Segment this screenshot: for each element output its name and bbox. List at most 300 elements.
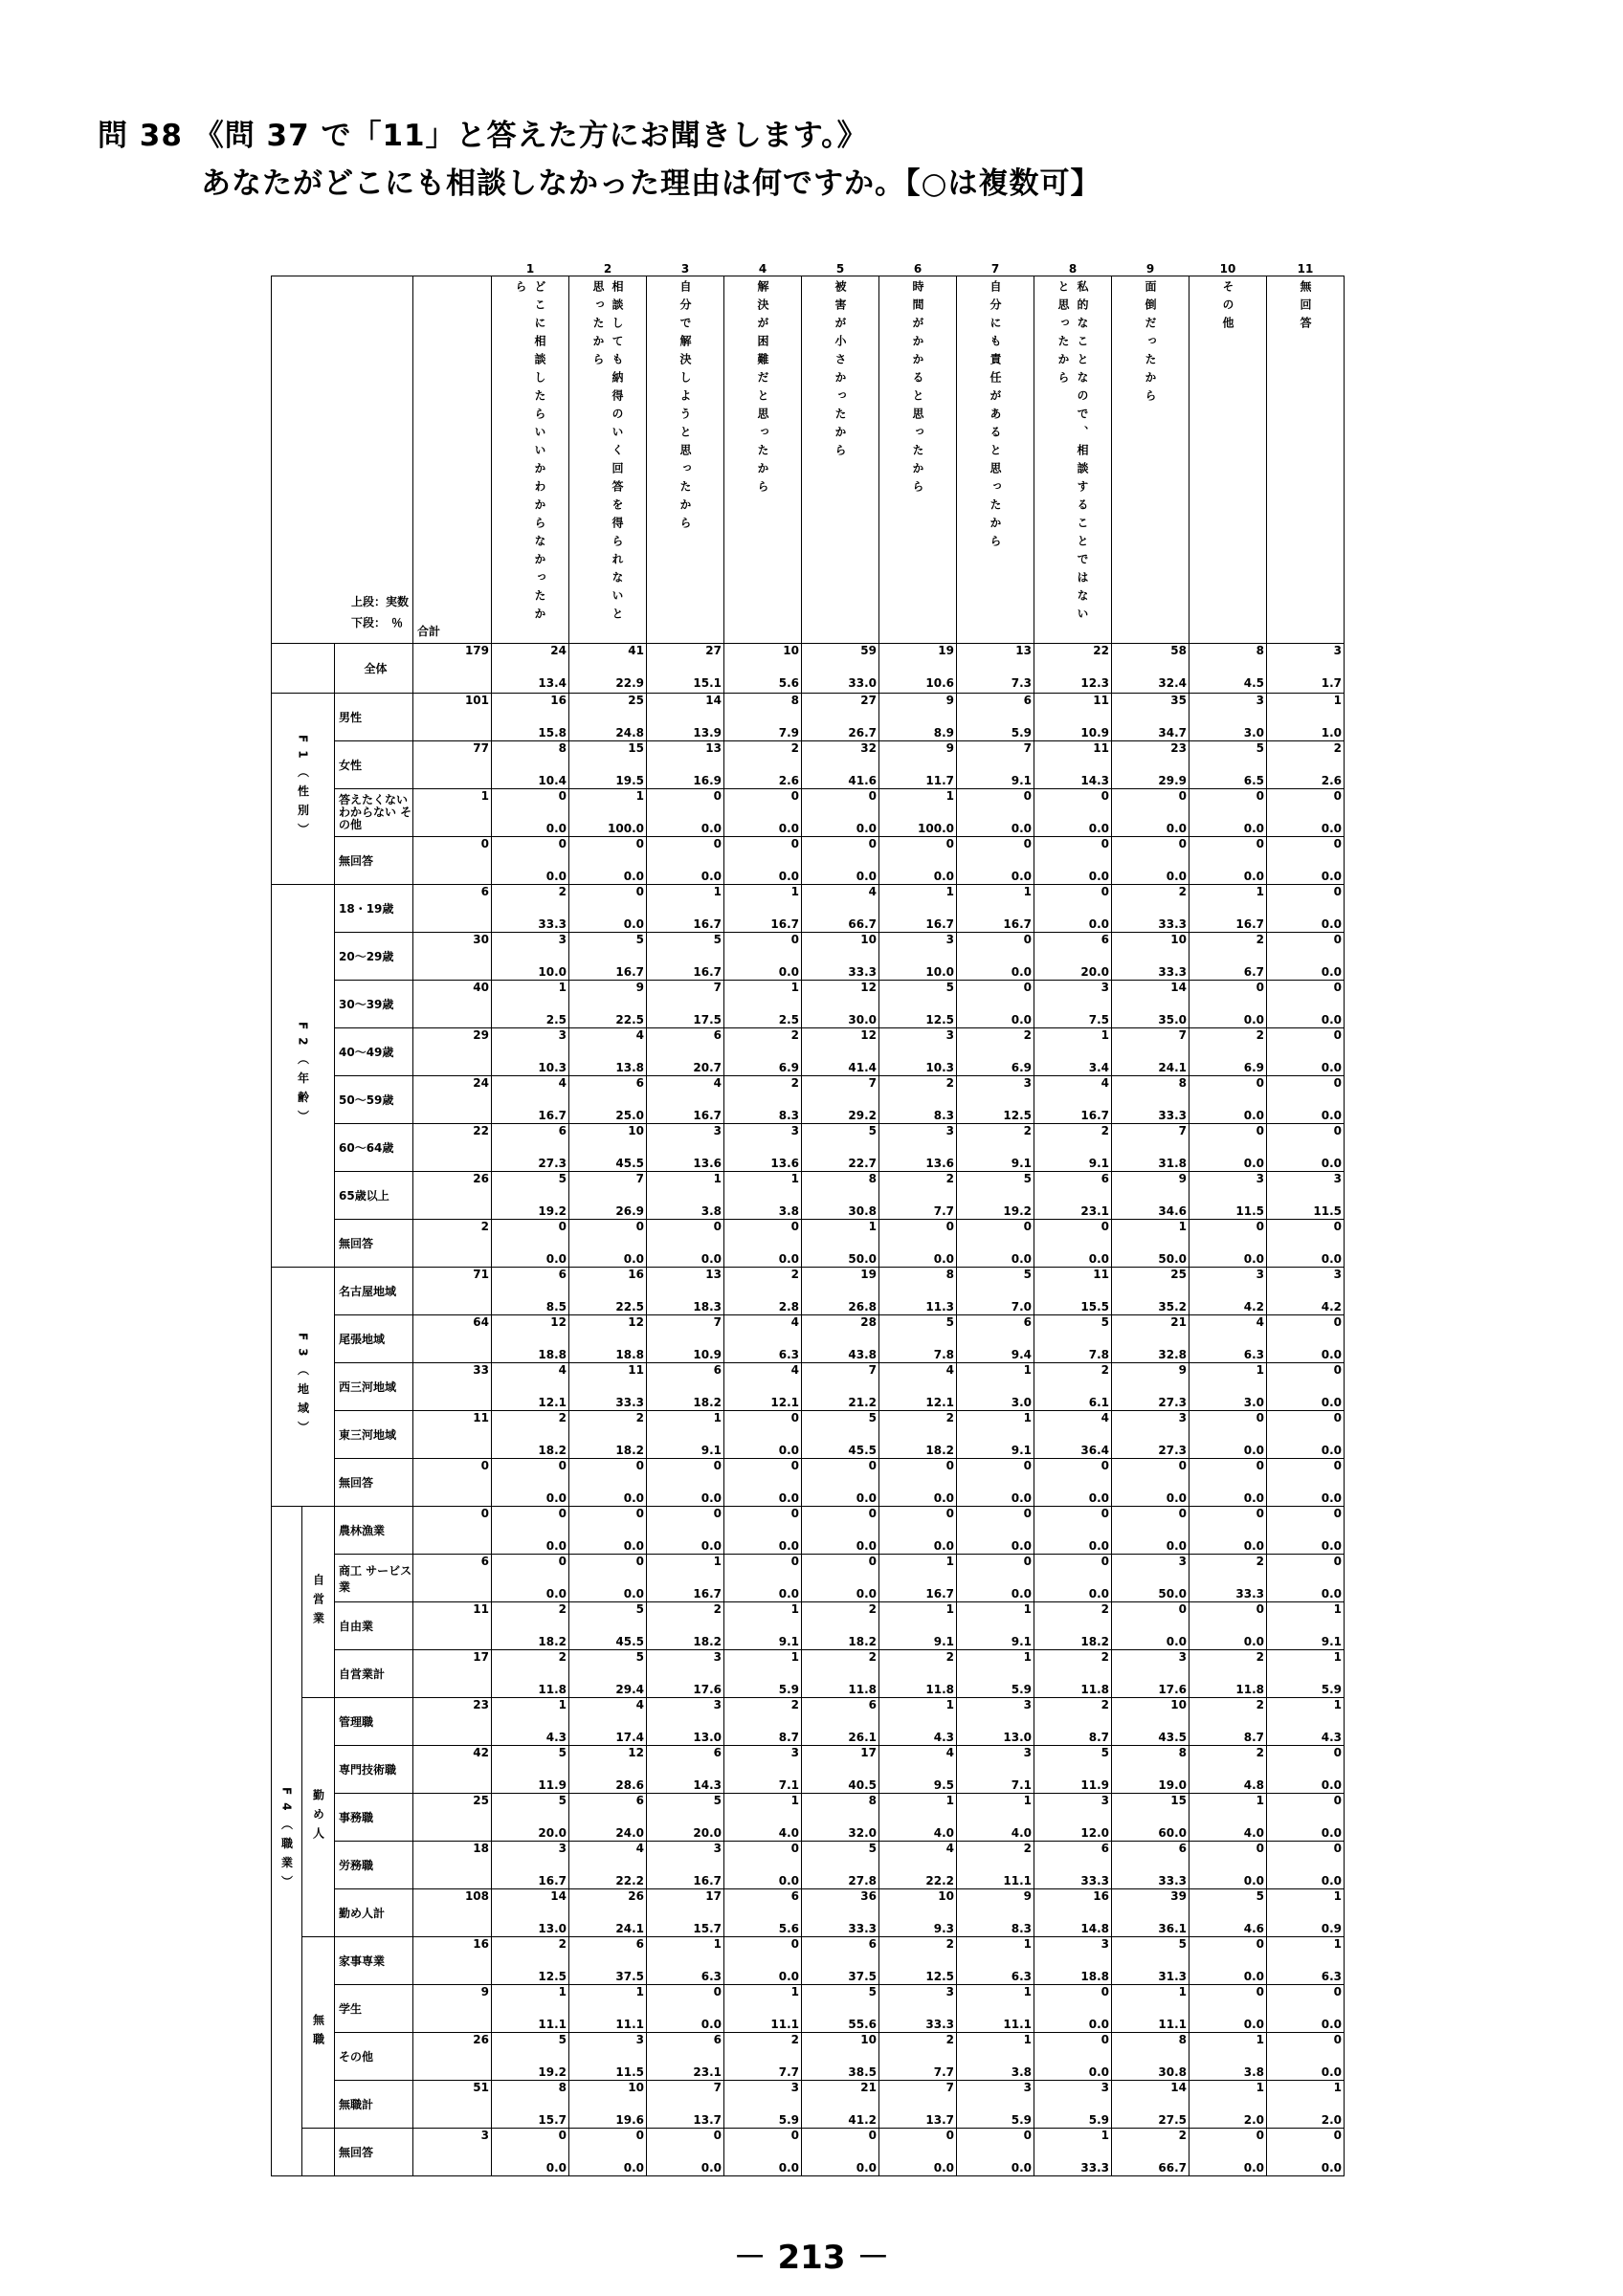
percent-value: 24.1 [615, 1922, 644, 1935]
percent-value: 12.3 [1080, 676, 1109, 690]
column-header-label: その他 [1221, 280, 1234, 335]
count-value: 0 [945, 1220, 954, 1233]
percent-value: 13.9 [693, 726, 722, 740]
count-value: 0 [790, 1220, 799, 1233]
count-value: 2 [1178, 885, 1187, 898]
percent-value: 9.1 [1011, 1635, 1032, 1648]
count-value: 1 [713, 885, 722, 898]
percent-value: 0.0 [856, 2161, 877, 2175]
percent-value: 0.0 [856, 870, 877, 883]
data-cell [492, 1698, 569, 1746]
percent-value: 4.3 [933, 1731, 954, 1744]
percent-value: 11.1 [538, 2018, 567, 2031]
legend-lower: 下段： ％ [350, 616, 403, 629]
data-cell [647, 1650, 724, 1698]
percent-value: 2.6 [778, 774, 799, 787]
count-value: 6 [1023, 694, 1032, 707]
percent-value: 10.9 [693, 1348, 722, 1361]
data-cell [569, 1076, 647, 1124]
percent-value: 12.5 [538, 1970, 567, 1983]
count-value: 28 [860, 1315, 877, 1329]
group-tsutome [302, 1698, 335, 1937]
column-header [1034, 276, 1112, 644]
count-value: 1 [790, 1985, 799, 1998]
percent-value: 7.7 [778, 2065, 799, 2079]
legend [351, 591, 409, 633]
data-cell [957, 694, 1034, 741]
table-row [272, 1507, 1345, 1555]
data-cell [1189, 1889, 1267, 1937]
data-cell [569, 1268, 647, 1315]
percent-value: 0.0 [545, 2161, 567, 2175]
percent-value: 0.0 [1321, 965, 1342, 979]
count-value: 5 [945, 981, 954, 994]
count-value: 0 [790, 1411, 799, 1424]
count-value: 7 [713, 1315, 722, 1329]
count-value: 6 [713, 1028, 722, 1042]
percent-value: 36.4 [1080, 1444, 1109, 1457]
percent-value: 34.6 [1158, 1204, 1187, 1218]
data-cell [1189, 1555, 1267, 1602]
data-cell [492, 1028, 569, 1076]
data-cell [802, 1602, 879, 1650]
percent-value: 22.5 [615, 1013, 644, 1027]
percent-value: 0.9 [1321, 1922, 1342, 1935]
table-row [272, 741, 1345, 789]
total-count: 33 [473, 1363, 489, 1377]
count-value: 3 [713, 1842, 722, 1855]
table-row [272, 644, 1345, 694]
count-value: 0 [713, 1985, 722, 1998]
data-cell [1112, 933, 1189, 981]
data-cell [1267, 1028, 1345, 1076]
data-cell [1034, 933, 1112, 981]
data-cell [1189, 1363, 1267, 1411]
data-cell [724, 741, 802, 789]
percent-value: 2.0 [1321, 2113, 1342, 2127]
total-count: 71 [473, 1268, 489, 1281]
count-value: 4 [945, 1842, 954, 1855]
percent-value: 0.0 [1011, 870, 1032, 883]
data-cell [647, 981, 724, 1028]
data-cell [492, 1842, 569, 1889]
percent-value: 8.9 [933, 726, 954, 740]
row-label: 名古屋地域 [335, 1268, 413, 1315]
percent-value: 11.9 [1080, 1778, 1109, 1792]
percent-value: 10.3 [538, 1061, 567, 1074]
data-cell [802, 1937, 879, 1985]
percent-value: 13.7 [925, 2113, 954, 2127]
percent-value: 0.0 [545, 822, 567, 835]
total-cell [413, 1124, 492, 1172]
count-value: 1 [1333, 1650, 1342, 1664]
percent-value: 12.0 [1080, 1826, 1109, 1840]
percent-value: 11.8 [1080, 1683, 1109, 1696]
column-number: 1 [525, 262, 535, 276]
percent-value: 0.0 [1321, 2018, 1342, 2031]
percent-value: 3.8 [1243, 2065, 1264, 2079]
percent-value: 26.9 [615, 1204, 644, 1218]
row-label: 65歳以上 [335, 1172, 413, 1220]
data-cell [647, 1937, 724, 1985]
data-cell [1189, 1315, 1267, 1363]
data-cell [802, 644, 879, 694]
count-value: 2 [558, 885, 567, 898]
percent-value: 18.2 [693, 1396, 722, 1409]
table-row [272, 885, 1345, 933]
data-cell [1034, 2081, 1112, 2129]
total-count: 11 [473, 1602, 489, 1616]
percent-value: 0.0 [778, 1970, 799, 1983]
count-value: 1 [1023, 2033, 1032, 2046]
percent-value: 27.5 [1158, 2113, 1187, 2127]
count-value: 7 [1178, 1028, 1187, 1042]
count-value: 11 [1093, 694, 1109, 707]
count-value: 3 [790, 2081, 799, 2094]
data-cell [1034, 1555, 1112, 1602]
data-cell [1189, 1459, 1267, 1507]
count-value: 0 [868, 837, 877, 850]
data-cell [647, 1459, 724, 1507]
data-cell [1267, 885, 1345, 933]
count-value: 8 [868, 1172, 877, 1185]
total-cell [413, 1889, 492, 1937]
data-cell [957, 1268, 1034, 1315]
percent-value: 50.0 [848, 1252, 877, 1266]
percent-value: 6.9 [1011, 1061, 1032, 1074]
table-row [272, 789, 1345, 837]
count-value: 2 [1256, 933, 1264, 946]
count-value: 17 [860, 1746, 877, 1759]
percent-value: 0.0 [1243, 1635, 1264, 1648]
total-count: 22 [473, 1124, 489, 1137]
table-row [272, 1602, 1345, 1650]
count-value: 10 [1170, 933, 1187, 946]
data-cell [1112, 644, 1189, 694]
percent-value: 25.0 [615, 1109, 644, 1122]
data-cell [647, 2033, 724, 2081]
total-cell [413, 1028, 492, 1076]
total-cell [413, 741, 492, 789]
data-cell [1112, 1985, 1189, 2033]
data-cell [569, 1459, 647, 1507]
total-count: 29 [473, 1028, 489, 1042]
percent-value: 0.0 [778, 965, 799, 979]
count-value: 0 [558, 837, 567, 850]
count-value: 0 [713, 2129, 722, 2142]
percent-value: 3.4 [1088, 1061, 1109, 1074]
data-cell [569, 2129, 647, 2176]
count-value: 14 [705, 694, 722, 707]
data-cell [1267, 2129, 1345, 2176]
percent-value: 13.8 [615, 1061, 644, 1074]
count-value: 6 [713, 2033, 722, 2046]
count-value: 58 [1170, 644, 1187, 657]
count-value: 21 [1170, 1315, 1187, 1329]
data-cell [1034, 1028, 1112, 1076]
table-row [272, 981, 1345, 1028]
percent-value: 50.0 [1158, 1252, 1187, 1266]
data-cell [957, 1172, 1034, 1220]
percent-value: 8.3 [778, 1109, 799, 1122]
row-label: 自由業 [335, 1602, 413, 1650]
percent-value: 4.0 [933, 1826, 954, 1840]
percent-value: 9.1 [700, 1444, 722, 1457]
total-cell [413, 1937, 492, 1985]
count-value: 2 [1256, 1028, 1264, 1042]
data-cell [1112, 1172, 1189, 1220]
count-value: 8 [1178, 1746, 1187, 1759]
data-cell [802, 741, 879, 789]
data-cell [1112, 1698, 1189, 1746]
count-value: 10 [860, 2033, 877, 2046]
data-cell [1267, 1842, 1345, 1889]
percent-value: 10.4 [538, 774, 567, 787]
count-value: 0 [1101, 1507, 1109, 1520]
count-value: 5 [868, 1842, 877, 1855]
data-cell [1034, 1172, 1112, 1220]
data-cell [569, 1985, 647, 2033]
row-label: 無回答 [335, 1459, 413, 1507]
percent-value: 0.0 [1011, 1491, 1032, 1505]
data-cell [492, 1602, 569, 1650]
data-cell [1189, 2129, 1267, 2176]
data-cell [492, 1411, 569, 1459]
column-header-label: 解決が困難だと思ったから [756, 280, 769, 498]
count-value: 8 [868, 1794, 877, 1807]
data-cell [1189, 1698, 1267, 1746]
count-value: 1 [1023, 1411, 1032, 1424]
count-value: 3 [790, 1746, 799, 1759]
data-cell [492, 981, 569, 1028]
total-cell [413, 2033, 492, 2081]
percent-value: 12.5 [925, 1970, 954, 1983]
percent-value: 0.0 [1088, 1491, 1109, 1505]
data-cell [802, 933, 879, 981]
percent-value: 34.7 [1158, 726, 1187, 740]
data-cell [957, 1602, 1034, 1650]
data-cell [879, 1698, 957, 1746]
data-cell [1112, 1507, 1189, 1555]
data-cell [1267, 1746, 1345, 1794]
count-value: 12 [860, 1028, 877, 1042]
data-cell [724, 1459, 802, 1507]
percent-value: 0.0 [1243, 870, 1264, 883]
data-cell [879, 2033, 957, 2081]
data-cell [879, 885, 957, 933]
data-cell [724, 1889, 802, 1937]
data-cell [724, 2081, 802, 2129]
data-cell [1267, 1602, 1345, 1650]
count-value: 10 [860, 933, 877, 946]
count-value: 5 [1256, 1889, 1264, 1903]
total-cell [413, 1076, 492, 1124]
total-count: 101 [464, 694, 489, 707]
data-cell [1189, 1076, 1267, 1124]
count-value: 4 [635, 1028, 644, 1042]
total-cell [413, 1507, 492, 1555]
total-count: 16 [473, 1937, 489, 1951]
count-value: 1 [1256, 1363, 1264, 1377]
percent-value: 33.3 [1158, 1109, 1187, 1122]
data-cell [1267, 1650, 1345, 1698]
data-cell [1034, 789, 1112, 837]
percent-value: 35.2 [1158, 1300, 1187, 1314]
percent-value: 4.2 [1321, 1300, 1342, 1314]
count-value: 1 [945, 1698, 954, 1711]
count-value: 0 [1178, 1602, 1187, 1616]
table-row [272, 1889, 1345, 1937]
data-cell [1112, 1268, 1189, 1315]
data-cell [1034, 2129, 1112, 2176]
count-value: 0 [1333, 1507, 1342, 1520]
data-cell [957, 1650, 1034, 1698]
count-value: 0 [1333, 933, 1342, 946]
count-value: 0 [1333, 981, 1342, 994]
count-value: 1 [1178, 1220, 1187, 1233]
data-cell [802, 1698, 879, 1746]
percent-value: 17.4 [615, 1731, 644, 1744]
data-cell [492, 741, 569, 789]
data-cell [724, 1028, 802, 1076]
data-cell [647, 1028, 724, 1076]
data-cell [1034, 1698, 1112, 1746]
legend-upper: 上段：実数 [350, 595, 409, 608]
data-cell [724, 789, 802, 837]
data-cell [802, 1363, 879, 1411]
count-value: 0 [1023, 933, 1032, 946]
count-value: 0 [1333, 1746, 1342, 1759]
data-cell [647, 1315, 724, 1363]
count-value: 0 [1256, 1507, 1264, 1520]
data-cell [802, 1842, 879, 1889]
data-cell [724, 885, 802, 933]
count-value: 1 [790, 1650, 799, 1664]
count-value: 1 [1101, 1028, 1109, 1042]
data-cell [1267, 1124, 1345, 1172]
percent-value: 16.7 [693, 1587, 722, 1601]
data-cell [1112, 2033, 1189, 2081]
count-value: 3 [790, 1124, 799, 1137]
percent-value: 23.1 [1080, 1204, 1109, 1218]
count-value: 0 [1333, 2033, 1342, 2046]
count-value: 0 [1256, 1076, 1264, 1090]
percent-value: 0.0 [700, 1539, 722, 1553]
total-cell [413, 2129, 492, 2176]
group-cell [302, 2129, 335, 2176]
count-value: 1 [1178, 1985, 1187, 1998]
percent-value: 33.0 [848, 676, 877, 690]
percent-value: 15.7 [693, 1922, 722, 1935]
count-value: 5 [558, 2033, 567, 2046]
count-value: 11 [1093, 1268, 1109, 1281]
data-cell [1112, 1363, 1189, 1411]
count-value: 0 [1256, 837, 1264, 850]
count-value: 1 [713, 1555, 722, 1568]
count-value: 25 [1170, 1268, 1187, 1281]
percent-value: 19.5 [615, 774, 644, 787]
percent-value: 2.5 [778, 1013, 799, 1027]
data-cell [957, 789, 1034, 837]
row-label: 無回答 [335, 2129, 413, 2176]
data-cell [724, 1363, 802, 1411]
data-cell [724, 1794, 802, 1842]
percent-value: 13.6 [925, 1157, 954, 1170]
data-cell [1267, 789, 1345, 837]
count-value: 3 [1101, 1794, 1109, 1807]
percent-value: 10.0 [538, 965, 567, 979]
percent-value: 33.3 [1080, 1874, 1109, 1888]
count-value: 27 [705, 644, 722, 657]
percent-value: 100.0 [608, 822, 644, 835]
percent-value: 11.8 [848, 1683, 877, 1696]
percent-value: 7.3 [1011, 676, 1032, 690]
percent-value: 0.0 [1088, 917, 1109, 931]
data-cell [957, 644, 1034, 694]
percent-value: 13.4 [538, 676, 567, 690]
total-cell [413, 1842, 492, 1889]
table-row [272, 837, 1345, 885]
count-value: 2 [945, 1937, 954, 1951]
percent-value: 6.7 [1243, 965, 1264, 979]
percent-value: 0.0 [1321, 822, 1342, 835]
percent-value: 0.0 [933, 1252, 954, 1266]
data-cell [492, 1985, 569, 2033]
group-f3 [272, 1268, 335, 1507]
count-value: 0 [635, 1555, 644, 1568]
percent-value: 7.9 [778, 726, 799, 740]
data-cell [1189, 1028, 1267, 1076]
total-count: 42 [473, 1746, 489, 1759]
percent-value: 8.3 [1011, 1922, 1032, 1935]
column-number-row [272, 254, 1345, 276]
count-value: 0 [1333, 1459, 1342, 1472]
data-cell [647, 1746, 724, 1794]
count-value: 0 [635, 1459, 644, 1472]
count-value: 0 [1256, 1985, 1264, 1998]
count-value: 0 [558, 2129, 567, 2142]
count-value: 7 [1178, 1124, 1187, 1137]
percent-value: 1.7 [1321, 676, 1342, 690]
percent-value: 4.2 [1243, 1300, 1264, 1314]
count-value: 0 [868, 1507, 877, 1520]
count-value: 0 [1256, 789, 1264, 803]
count-value: 0 [1333, 1028, 1342, 1042]
percent-value: 5.9 [1011, 1683, 1032, 1696]
data-cell [647, 789, 724, 837]
data-cell [957, 1794, 1034, 1842]
data-cell [1267, 1220, 1345, 1268]
percent-value: 18.2 [538, 1635, 567, 1648]
data-cell [724, 1937, 802, 1985]
group-label: 勤め人 [311, 1788, 325, 1846]
data-cell [1189, 2033, 1267, 2081]
count-value: 3 [1101, 1937, 1109, 1951]
percent-value: 0.0 [1088, 2065, 1109, 2079]
percent-value: 0.0 [933, 870, 954, 883]
count-value: 8 [558, 741, 567, 755]
total-cell [413, 1220, 492, 1268]
count-value: 0 [1333, 885, 1342, 898]
count-value: 4 [790, 1315, 799, 1329]
data-cell [957, 1315, 1034, 1363]
percent-value: 16.7 [925, 917, 954, 931]
data-cell [569, 933, 647, 981]
data-cell [1267, 2033, 1345, 2081]
count-value: 4 [558, 1363, 567, 1377]
percent-value: 9.1 [1088, 1157, 1109, 1170]
count-value: 0 [1333, 1315, 1342, 1329]
